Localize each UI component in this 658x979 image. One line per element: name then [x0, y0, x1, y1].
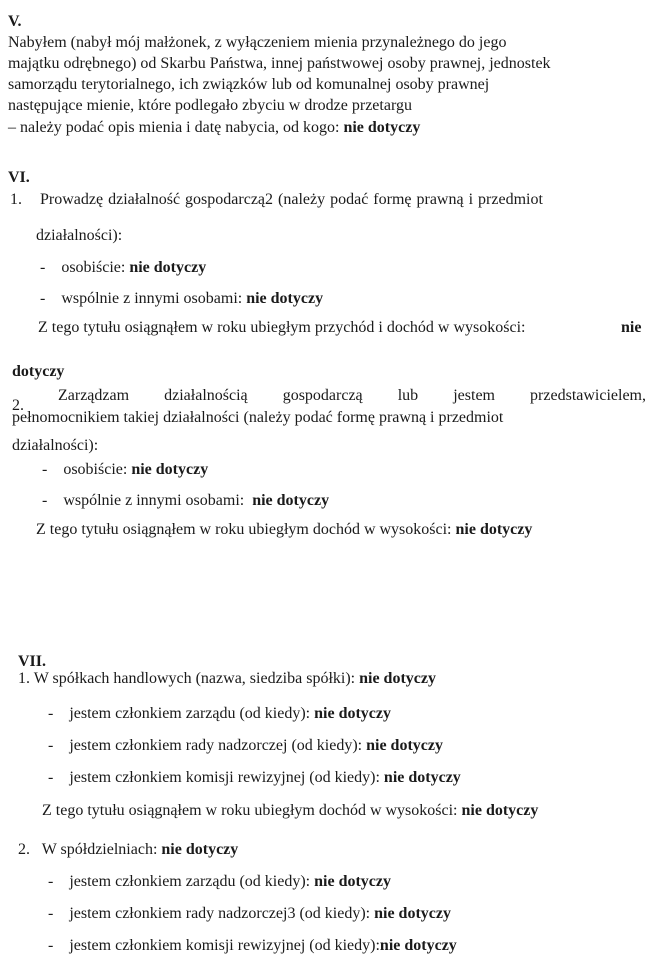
list-item-answer: nie dotyczy: [129, 259, 207, 276]
list-dash: -: [48, 873, 54, 890]
list-dash: -: [48, 769, 54, 786]
list-item: [48, 768, 461, 787]
list-item-label: jestem członkiem zarządu (od kiedy):: [69, 873, 311, 890]
section-vi-item1-text: działalności):: [36, 227, 123, 244]
income-statement: [36, 520, 532, 539]
list-dash: -: [40, 290, 46, 307]
section-v-line: [8, 118, 420, 137]
income-statement: [42, 801, 538, 820]
list-item-label: wspólnie z innymi osobami:: [63, 492, 245, 509]
list-item: [48, 936, 457, 955]
income-statement: Z tego tytułu osiągnąłem w roku ubiegłym przychód i dochód w wysokości:: [38, 319, 526, 336]
list-item: [40, 258, 206, 277]
income-statement-text: Z tego tytułu osiągnąłem w roku ubiegłym dochód w wysokości:: [36, 521, 452, 538]
list-item-label: jestem członkiem komisji rewizyjnej (od kiedy):: [69, 769, 380, 786]
list-item-answer: nie dotyczy: [314, 705, 391, 722]
income-answer: nie dotyczy: [455, 521, 533, 538]
list-item-label: jestem członkiem komisji rewizyjnej (od kiedy):: [69, 937, 380, 954]
section-vi-item2-text: pełnomocnikiem takiej działalności (należy podać formę prawną i przedmiot: [12, 409, 504, 426]
section-vi-heading: VI.: [8, 169, 30, 186]
section-v-line: Nabyłem (nabył mój małżonek, z wyłączeniem mienia przynależnego do jego: [8, 34, 507, 51]
list-item: [48, 872, 391, 891]
list-item-answer: nie dotyczy: [374, 905, 451, 922]
list-dash: -: [42, 461, 48, 478]
list-item-label: jestem członkiem rady nadzorczej (od kiedy):: [69, 737, 363, 754]
income-answer: nie dotyczy: [461, 802, 539, 819]
section-v-line: samorządu terytorialnego, ich związków lub od komunalnej osoby prawnej: [8, 76, 490, 93]
list-item-label: osobiście:: [63, 461, 128, 478]
section-vi-item1-text: Prowadzę działalność gospodarczą2 (należy podać formę prawną i przedmiot: [40, 191, 543, 208]
list-item-label: osobiście:: [61, 259, 126, 276]
section-vi-item2-text: Zarządzam działalnością gospodarczą lub jestem przedstawicielem,: [58, 387, 646, 404]
list-item-answer: nie dotyczy: [131, 461, 209, 478]
section-v-heading: V.: [8, 13, 22, 30]
list-item-label: wspólnie z innymi osobami:: [61, 290, 243, 307]
list-dash: -: [48, 705, 54, 722]
section-v-line: następujące mienie, które podlegało zbyciu w drodze przetargu: [8, 97, 412, 114]
list-dash: -: [40, 259, 46, 276]
list-dash: -: [48, 937, 54, 954]
list-item-answer: nie dotyczy: [379, 937, 457, 954]
list-item-answer: nie dotyczy: [383, 769, 461, 786]
list-item: [48, 736, 443, 755]
section-vii-item2-number: 2.: [18, 841, 30, 858]
section-vii-heading: VII.: [18, 653, 47, 670]
section-v-answer: nie dotyczy: [343, 119, 421, 136]
list-dash: -: [42, 492, 48, 509]
list-item: [42, 491, 329, 510]
income-statement-text: Z tego tytułu osiągnąłem w roku ubiegłym dochód w wysokości:: [42, 802, 458, 819]
section-vii-item2-answer: nie dotyczy: [161, 841, 239, 858]
section-vi-item2-text: działalności):: [12, 437, 99, 454]
list-item-label: jestem członkiem zarządu (od kiedy):: [69, 705, 311, 722]
income-answer: dotyczy: [12, 363, 65, 380]
section-vii-item1-answer: nie dotyczy: [359, 670, 436, 687]
list-item: [48, 904, 451, 923]
section-v-question: – należy podać opis mienia i datę nabycia, od kogo:: [8, 119, 340, 136]
list-item-answer: nie dotyczy: [314, 873, 391, 890]
section-vii-item1: [18, 669, 436, 688]
list-dash: -: [48, 737, 54, 754]
section-vii-item2-text: W spółdzielniach:: [41, 841, 158, 858]
list-item-answer: nie dotyczy: [246, 290, 324, 307]
list-dash: -: [48, 905, 54, 922]
section-vii-item1-text: 1. W spółkach handlowych (nazwa, siedziba spółki):: [18, 670, 356, 687]
list-item-answer: nie dotyczy: [366, 737, 443, 754]
list-item: [40, 289, 323, 308]
section-vi-item2-number: 2.: [12, 397, 24, 414]
list-item-label: jestem członkiem rady nadzorczej3 (od kiedy):: [69, 905, 371, 922]
list-item-answer: nie dotyczy: [252, 492, 330, 509]
income-answer: nie: [621, 319, 642, 336]
list-item: [48, 704, 391, 723]
section-vii-item2: [18, 840, 238, 859]
section-v-line: majątku odrębnego) od Skarbu Państwa, innej państwowej osoby prawnej, jednostek: [8, 55, 551, 72]
list-item: [42, 460, 208, 479]
section-vi-item1-number: 1.: [10, 191, 22, 208]
